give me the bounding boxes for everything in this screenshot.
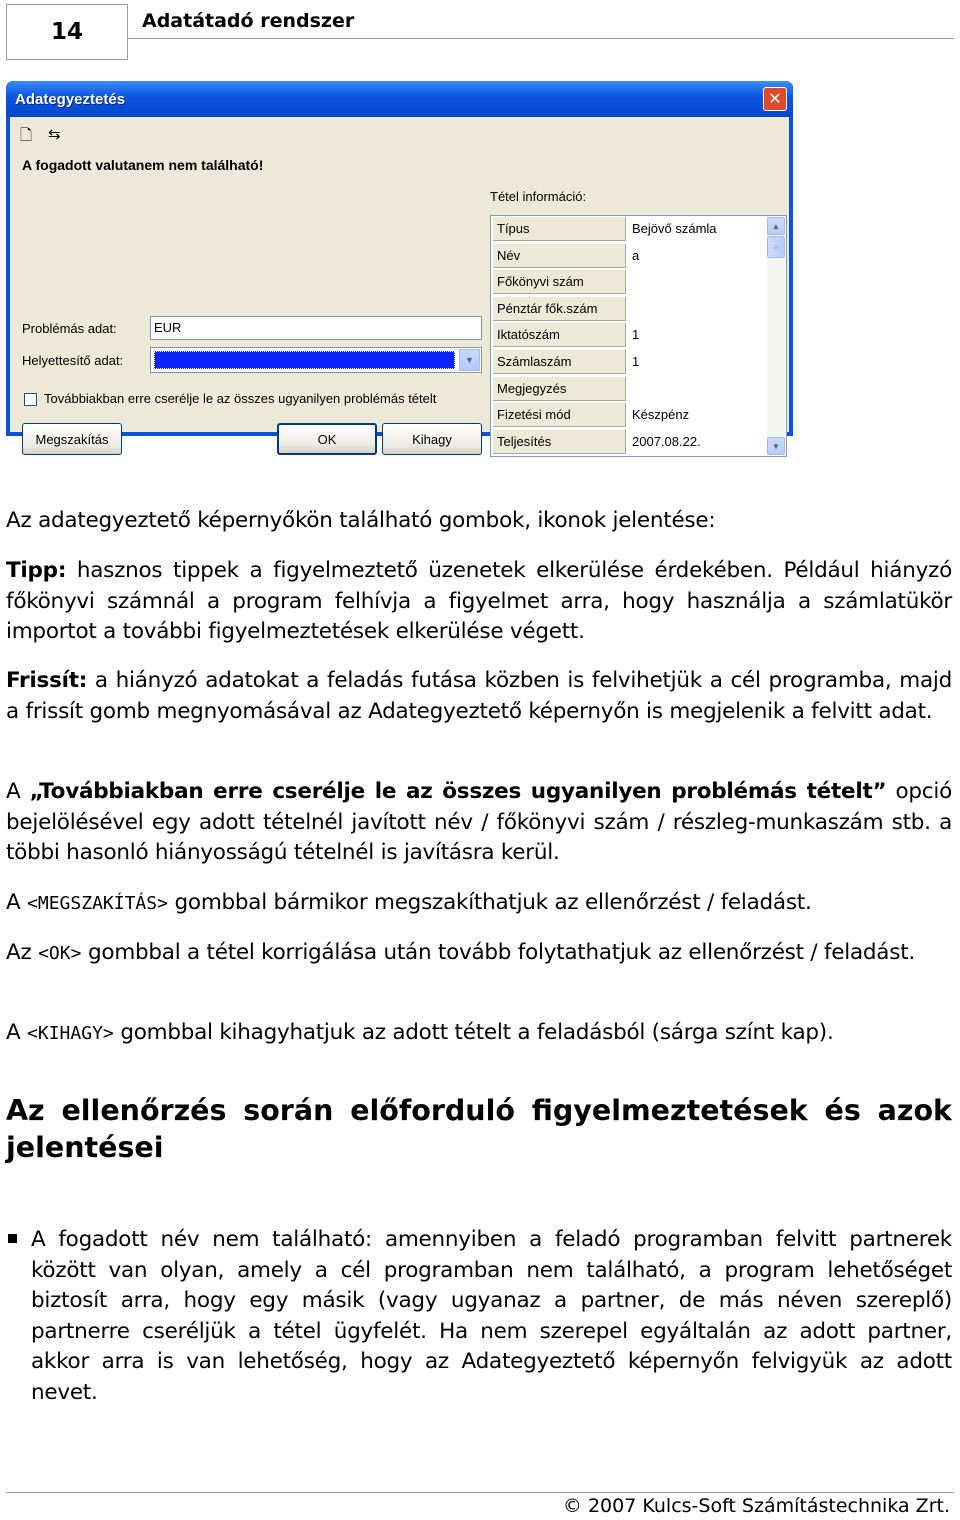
- bullet-square-icon: [8, 1234, 17, 1243]
- cancel-text: gombbal bármikor megszakíthatjuk az ellenőrzést / feladást.: [167, 890, 812, 915]
- new-document-icon[interactable]: 🗋: [20, 127, 33, 144]
- ok-paragraph: [6, 938, 952, 970]
- page-header-title: Adatátadó rendszer: [142, 10, 355, 32]
- skip-prefix: A: [6, 1020, 28, 1045]
- replace-all-checkbox[interactable]: [24, 393, 37, 406]
- grid-key: Teljesítés: [493, 430, 626, 454]
- tip-paragraph: [6, 556, 952, 648]
- tip-label: Tipp:: [6, 558, 67, 583]
- grid-value: a: [632, 247, 640, 263]
- item-info-grid: [490, 215, 787, 457]
- warning-message: A fogadott valutanem nem található!: [22, 157, 264, 173]
- grid-key: Fizetési mód: [493, 403, 626, 427]
- replacement-data-label: Helyettesítő adat:: [22, 353, 124, 368]
- tip-text: hasznos tippek a figyelmeztető üzenetek elkerülése érdekében. Például hiányzó főkönyvi számnál a program felhívja a figyelmet arra, hogy használja a számlatükör importot a további figyelmeztetések elkerülése végett.: [6, 558, 952, 644]
- refresh-text: a hiányzó adatokat a feladás futása közben is felvihetjük a cél programba, majd a frissít gomb megnyomásával az Adategyeztető képernyőn is megjelenik a felvitt adat.: [6, 668, 952, 724]
- ok-button-ref: <OK>: [38, 943, 82, 964]
- grid-row[interactable]: [491, 349, 768, 375]
- footer-copyright: © 2007 Kulcs-Soft Számítástechnika Zrt.: [562, 1495, 950, 1517]
- option-prefix: A: [6, 779, 30, 804]
- skip-text: gombbal kihagyhatjuk az adott tételt a feladásból (sárga színt kap).: [113, 1020, 834, 1045]
- bullet-item: A fogadott név nem található: amennyiben a feladó programban felvitt partnerek között van olyan, amely a cél programban nem található, a program lehetőséget biztosít arra, hogy egy másik (vagy ugyanaz a partner, de más néven szereplő) partnerre cseréljük a tétel ügyfelét. Ha nem szerepel egyáltalán az adott partner, akkor arra is van lehetőség, hogy az Adategyeztető képernyőn felvigyük az adott nevet.: [31, 1227, 952, 1405]
- footer-rule: [6, 1492, 954, 1493]
- ok-text: gombbal a tétel korrigálása után tovább folytathatjuk az ellenőrzést / feladást.: [81, 940, 915, 965]
- combo-selection: [154, 351, 455, 369]
- reconciliation-dialog: [6, 81, 793, 451]
- scroll-thumb[interactable]: ≡: [767, 236, 785, 258]
- option-label: „Továbbiakban erre cserélje le az összes ugyanilyen problémás tételt”: [29, 779, 887, 804]
- grid-key: Számlaszám: [493, 350, 626, 374]
- scroll-up-icon[interactable]: ▲: [767, 217, 785, 235]
- refresh-icon[interactable]: ⇆: [48, 126, 61, 143]
- ok-prefix: Az: [6, 940, 39, 965]
- grid-value: 1: [632, 327, 640, 343]
- header-rule: [128, 38, 954, 39]
- cancel-paragraph: [6, 888, 952, 920]
- problem-data-field[interactable]: EUR: [150, 316, 482, 340]
- grid-row[interactable]: [491, 243, 768, 269]
- grid-row[interactable]: [491, 322, 768, 348]
- ok-button[interactable]: OK: [277, 423, 377, 455]
- grid-key: Főkönyvi szám: [493, 270, 626, 294]
- grid-key: Típus: [493, 217, 626, 241]
- cancel-button-ref: <MEGSZAKÍTÁS>: [27, 893, 168, 914]
- grid-key: Pénztár fők.szám: [493, 297, 626, 321]
- refresh-label: Frissít:: [6, 668, 88, 693]
- page-number: 14: [6, 4, 128, 60]
- skip-paragraph: [6, 1018, 952, 1050]
- option-text: opció bejelölésével egy adott tételnél javított név / főkönyvi szám / részleg-munkaszám stb. a többi hasonló hiányosságú tételnél is javításra kerül.: [6, 779, 952, 865]
- item-info-title: Tétel információ:: [490, 189, 587, 204]
- grid-row[interactable]: [491, 216, 768, 242]
- problem-data-label: Problémás adat:: [22, 321, 117, 336]
- grid-scrollbar[interactable]: [767, 217, 785, 455]
- dialog-title: Adategyeztetés: [15, 91, 126, 108]
- refresh-paragraph: [6, 666, 952, 727]
- grid-value: [630, 270, 634, 278]
- grid-row[interactable]: [491, 296, 768, 322]
- chevron-down-icon[interactable]: ▼: [459, 349, 480, 371]
- replace-all-label: Továbbiakban erre cserélje le az összes ugyanilyen problémás tételt: [44, 391, 437, 406]
- grid-value: [630, 297, 634, 305]
- grid-value: Bejövő számla: [632, 221, 717, 236]
- scroll-down-icon[interactable]: ▼: [767, 437, 785, 455]
- grid-key: Iktatószám: [493, 323, 626, 347]
- dialog-body: [10, 117, 789, 451]
- grid-value: [630, 377, 634, 385]
- grid-value: Készpénz: [632, 407, 690, 423]
- dialog-titlebar[interactable]: [6, 81, 793, 117]
- grid-row[interactable]: [491, 376, 768, 402]
- grid-row[interactable]: [491, 269, 768, 295]
- grid-key: Név: [493, 244, 626, 268]
- option-paragraph: [6, 777, 952, 869]
- grid-row[interactable]: [491, 402, 768, 428]
- grid-key: Megjegyzés: [493, 377, 626, 401]
- intro-paragraph: Az adategyeztető képernyőkön található gombok, ikonok jelentése:: [6, 508, 716, 533]
- grid-value: 2007.08.22.: [632, 433, 701, 449]
- cancel-button[interactable]: Megszakítás: [22, 423, 122, 455]
- close-icon[interactable]: ✕: [763, 87, 787, 111]
- grid-row[interactable]: [491, 429, 768, 455]
- skip-button[interactable]: Kihagy: [382, 423, 482, 455]
- grid-value: 1: [632, 354, 640, 369]
- section-heading: Az ellenőrzés során előforduló figyelmeztetések és azok jelentései: [6, 1094, 952, 1164]
- cancel-prefix: A: [6, 890, 28, 915]
- replacement-data-select[interactable]: [150, 347, 482, 373]
- skip-button-ref: <KIHAGY>: [27, 1023, 114, 1044]
